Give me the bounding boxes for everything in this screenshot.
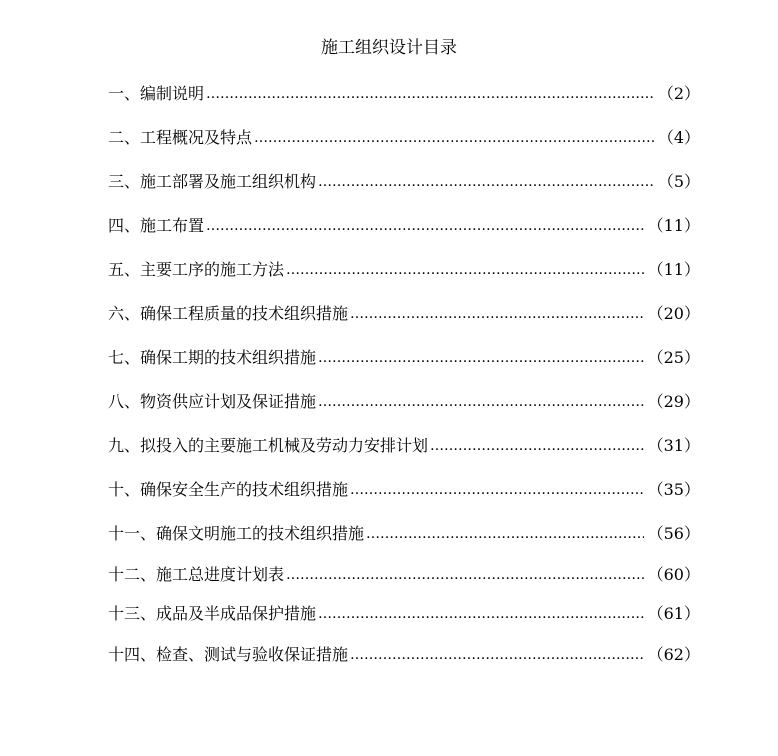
toc-dot-leader [430,435,644,457]
toc-entry-page: （31） [647,436,700,455]
toc-entry-page: （56） [647,524,700,543]
toc-entry-page: （2） [657,84,700,103]
toc-entry-page: （5） [657,172,700,191]
toc-entry [108,603,708,625]
toc-dot-leader [318,171,654,193]
toc-dot-leader [350,644,644,666]
toc-dot-leader [350,479,644,501]
toc-entry-label: 二、工程概况及特点 [108,128,253,147]
toc-dot-leader [286,564,644,586]
toc-dot-leader [206,83,654,105]
toc-entry [108,171,708,193]
toc-entry-page: （35） [647,480,700,499]
toc-entry-page: （62） [647,645,700,664]
toc-entry-page: （11） [647,216,700,235]
toc-entry-label: 九、拟投入的主要施工机械及劳动力安排计划 [108,436,429,455]
toc-dot-leader [318,603,644,625]
toc-entry-page: （20） [647,304,700,323]
toc-entry-label: 七、确保工期的技术组织措施 [108,348,317,367]
toc-dot-leader [318,347,644,369]
toc-entry-label: 三、施工部署及施工组织机构 [108,172,317,191]
toc-entry-label: 十二、施工总进度计划表 [108,565,285,584]
toc-entry-label: 一、编制说明 [108,84,205,103]
toc-entry-page: （25） [647,348,700,367]
toc-dot-leader [350,303,644,325]
toc-entry-label: 十四、检查、测试与验收保证措施 [108,645,349,664]
toc-entry-label: 八、物资供应计划及保证措施 [108,392,317,411]
toc-entry [108,479,708,501]
toc-entry-label: 六、确保工程质量的技术组织措施 [108,304,349,323]
toc-entry [108,303,708,325]
toc-entry [108,391,708,413]
toc-entry-page: （29） [647,392,700,411]
toc-dot-leader [318,391,644,413]
toc-entry-label: 十一、确保文明施工的技术组织措施 [108,524,365,543]
toc-entry [108,83,708,105]
toc-entry-label: 十、确保安全生产的技术组织措施 [108,480,349,499]
toc-entry-label: 四、施工布置 [108,216,205,235]
toc-entry-page: （61） [647,604,700,623]
toc-entry [108,215,708,237]
toc-entry-label: 五、主要工序的施工方法 [108,260,285,279]
toc-entry [108,435,708,457]
toc-entry-page: （4） [657,128,700,147]
toc-entry [108,644,708,666]
toc-entry [108,259,708,281]
toc-dot-leader [206,215,644,237]
toc-dot-leader [254,127,654,149]
toc-entry [108,564,708,586]
toc-dot-leader [286,259,644,281]
toc-dot-leader [366,523,644,545]
toc-entry [108,127,708,149]
toc-entry-page: （60） [647,565,700,584]
toc-entry-label: 十三、成品及半成品保护措施 [108,604,317,623]
toc-entry [108,347,708,369]
page-title: 施工组织设计目录 [321,38,457,58]
toc-entry [108,523,708,545]
toc-entry-page: （11） [647,260,700,279]
